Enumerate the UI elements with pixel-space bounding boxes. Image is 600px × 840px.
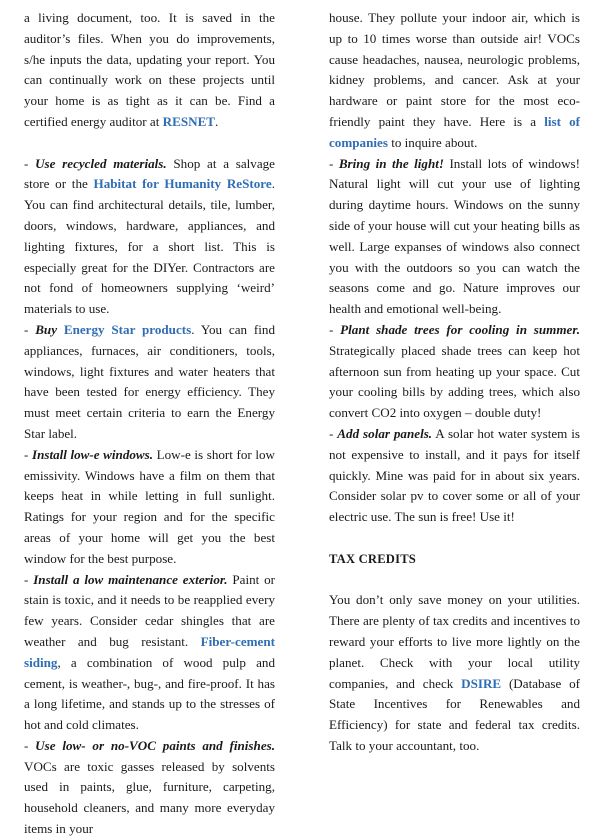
paragraph-text: a living document, too. It is saved in the auditor’s files. When you do improvements, s/he inputs the data, updating your report. You can continually work on these projects until your home is as tight as it can be. Find a certified energy auditor at [24,10,275,129]
tip-energy-star [24,320,275,445]
paragraph-text: Shop at a salvage store or the [24,155,275,192]
paragraph-spacer [24,133,275,154]
tip-heading: Use recycled materials. [35,155,167,171]
tip-heading: Bring in the light! [338,155,444,171]
paragraph-text: house. They pollute your indoor air, which is up to 10 times worse than outside air! VOCs cause headaches, nausea, neurologic problems, kidney problems, and cancer. Ask at your hardware or paint store for the most eco-friendly paint they have. Here is a [329,10,580,129]
tip-heading: Install low-e windows. [31,446,154,462]
paragraph-text: Paint or stain is toxic, and it needs to be reapplied every few years. Consider cedar shingles that are weather and bug resistant. [24,571,276,649]
left-column [24,8,275,840]
paragraph-energy-audit [24,8,275,133]
tip-low-e-windows [24,445,275,570]
paragraph-text: (Database of State Incentives for Renewables and Efficiency) for state and federal tax credits. Talk to your accountant, too. [329,675,580,753]
tip-heading: Add solar panels. [337,425,433,441]
paragraph-text: Install lots of windows! Natural light will cut your use of lighting during daytime hours. Windows on the sunny side of your house will cut your heating bills as well. Large expanses of windows also connect you with the outdoors so you can watch the seasons come and go. Nature improves our health and emotional well-being. [329,155,581,317]
bullet-dash: - [329,321,341,337]
tip-low-maintenance-exterior [24,570,275,736]
bullet-dash: - [24,155,36,171]
tip-heading: Buy [35,321,58,337]
paragraph-text: Strategically placed shade trees can keep hot afternoon sun from heating up your space. Cut your cooling bills by adding trees, which also convert CO2 into oxygen – double duty! [329,342,580,421]
bullet-dash: - [24,737,36,753]
paragraph-spacer [329,570,580,591]
tip-low-voc-paints [24,736,275,840]
paragraph-text: to inquire about. [387,134,478,150]
tip-shade-trees [329,320,580,424]
tip-solar-panels [329,424,580,528]
fiber-cement-siding-link[interactable]: Fiber-cement siding [24,633,275,670]
paragraph-tax-credits [329,590,580,756]
paragraph-text: , a combination of wood pulp and cement, is weather-, bug-, and fire-proof. It has a long lifetime, and stands up to the stresses of hot and cold climates. [24,654,275,733]
tip-bring-in-light [329,154,580,320]
list-of-companies-link[interactable]: list of companies [329,113,580,150]
paragraph-text: . [215,113,219,129]
tax-credits-heading: TAX CREDITS [329,551,416,566]
paragraph-text: Low-e is short for low emissivity. Windows have a film on them that keeps heat in while letting in full sunlight. Ratings for your region and for the specific areas of your home will get you the best window for the best purpose. [24,446,276,566]
paragraph-text: A solar hot water system is not expensive to install, and it pays for itself quickly. Mine was paid for in about six years. Consider solar pv to cover some or all of your electric use. The sun is free! Use it! [329,425,580,525]
right-column [329,8,580,757]
paragraph-text: . You can find architectural details, tile, lumber, doors, windows, hardware, appliances, and lighting fixtures, for a short list. This is especially great for the DIYer. Contractors are not fond of homeowners supplying ‘weird’ materials to use. [24,176,275,317]
bullet-dash: - [24,571,34,587]
tip-recycled-materials [24,154,275,320]
paragraph-text: You don’t only save money on your utilities. There are plenty of tax credits and incentives to reward your efforts to live more lightly on the planet. Check with your local utility companies, and check [329,592,580,691]
paragraph-voc-continued [329,8,580,154]
bullet-dash: - [329,425,338,441]
tip-heading: Install a low maintenance exterior. [33,571,228,587]
dsire-link[interactable]: DSIRE [461,675,502,691]
habitat-restore-link[interactable]: Habitat for Humanity ReStore [93,176,272,192]
tip-heading: Use low- or no-VOC paints and finishes. [35,737,275,753]
resnet-link[interactable]: RESNET [162,113,216,129]
paragraph-spacer [329,528,580,549]
bullet-dash: - [24,446,32,462]
paragraph-text: . You can find appliances, furnaces, air conditioners, tools, windows, light fixtures and water heaters that have been tested for energy efficiency. They must meet certain criteria to earn the Energy Star label. [24,321,275,441]
bullet-dash: - [329,155,339,171]
energy-star-link[interactable]: Energy Star products [63,321,192,337]
paragraph-text: VOCs are toxic gasses released by solvents used in paints, glue, furniture, carpeting, household cleaners, and many more everyday items in your [24,758,275,837]
tip-heading: Plant shade trees for cooling in summer. [340,321,580,337]
bullet-dash: - [24,321,36,337]
